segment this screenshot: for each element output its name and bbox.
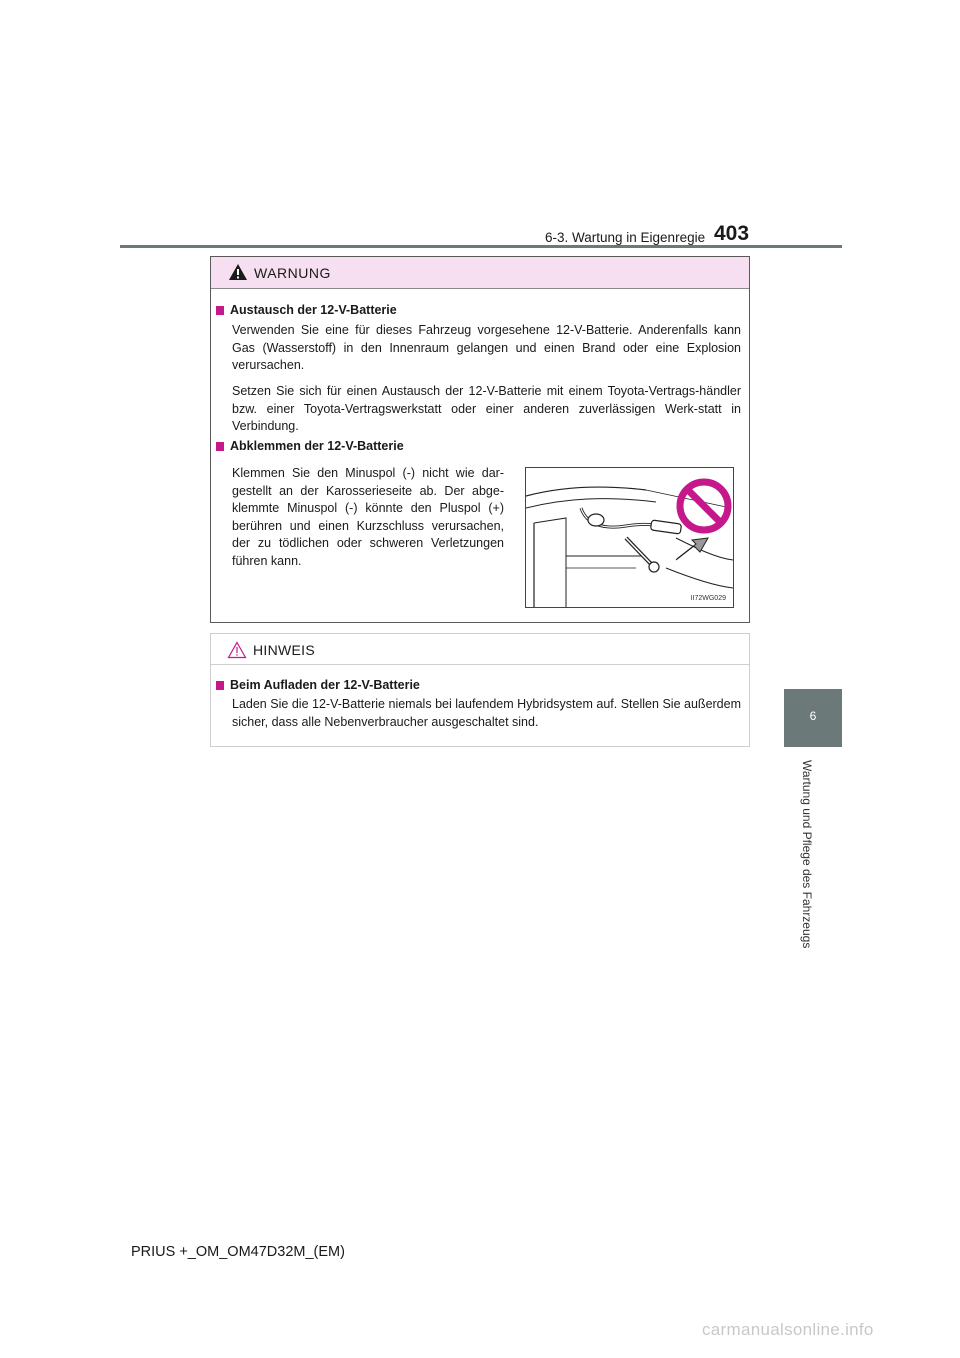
chapter-label: Wartung und Pflege des Fahrzeugs [800, 760, 814, 949]
section-title: 6-3. Wartung in Eigenregie [545, 230, 706, 245]
notice-subheading: Beim Aufladen der 12-V-Batterie [216, 678, 420, 692]
warning-title: WARNUNG [254, 265, 331, 281]
notice-header [211, 634, 749, 665]
square-bullet-icon [216, 442, 224, 451]
warning-paragraph: Setzen Sie sich für einen Austausch der 12-V-Batterie mit einem Toyota-Vertrags-händler bzw. einer Toyota-Vertragswerkstatt oder einer anderen zuverlässigen Werk-statt in Verbindung. [232, 384, 741, 433]
battery-illustration [525, 467, 734, 608]
model-code: PRIUS +_OM_OM47D32M_(EM) [131, 1244, 345, 1260]
warning-paragraph: Klemmen Sie den Minuspol (-) nicht wie dar-gestellt an der Karosserieseite ab. Der abge-klemmte Minuspol (-) könnte den Pluspol (+) berühren und einen Kurzschluss verursachen, der zu tödlichen oder schweren Verletzungen führen kann. [232, 466, 504, 568]
warning-subheading: Austausch der 12-V-Batterie [216, 303, 397, 317]
caution-triangle-icon [227, 641, 247, 659]
warning-triangle-icon [228, 263, 248, 281]
warning-subheading: Abklemmen der 12-V-Batterie [216, 439, 404, 453]
warning-paragraph: Verwenden Sie eine für dieses Fahrzeug vorgesehene 12-V-Batterie. Anderenfalls kann Gas (Wasserstoff) in den Innenraum gelangen und einen Brand oder eine Explosion verursachen. [232, 323, 741, 372]
notice-title: HINWEIS [253, 642, 315, 658]
notice-box [210, 633, 750, 747]
notice-paragraph: Laden Sie die 12-V-Batterie niemals bei laufendem Hybridsystem auf. Stellen Sie außerdem sicher, dass alle Nebenverbraucher ausgeschaltet sind. [232, 697, 741, 729]
chapter-tab[interactable] [784, 689, 842, 747]
square-bullet-icon [216, 306, 224, 315]
battery-terminal-drawing [526, 468, 733, 607]
page-number: 403 [714, 222, 750, 245]
header-divider [120, 245, 842, 248]
warning-box [210, 256, 750, 623]
warning-header [211, 257, 749, 289]
figure-code: II72WG029 [690, 595, 726, 602]
watermark: carmanualsonline.info [702, 1320, 874, 1339]
chapter-number: 6 [809, 709, 817, 723]
square-bullet-icon [216, 681, 224, 690]
